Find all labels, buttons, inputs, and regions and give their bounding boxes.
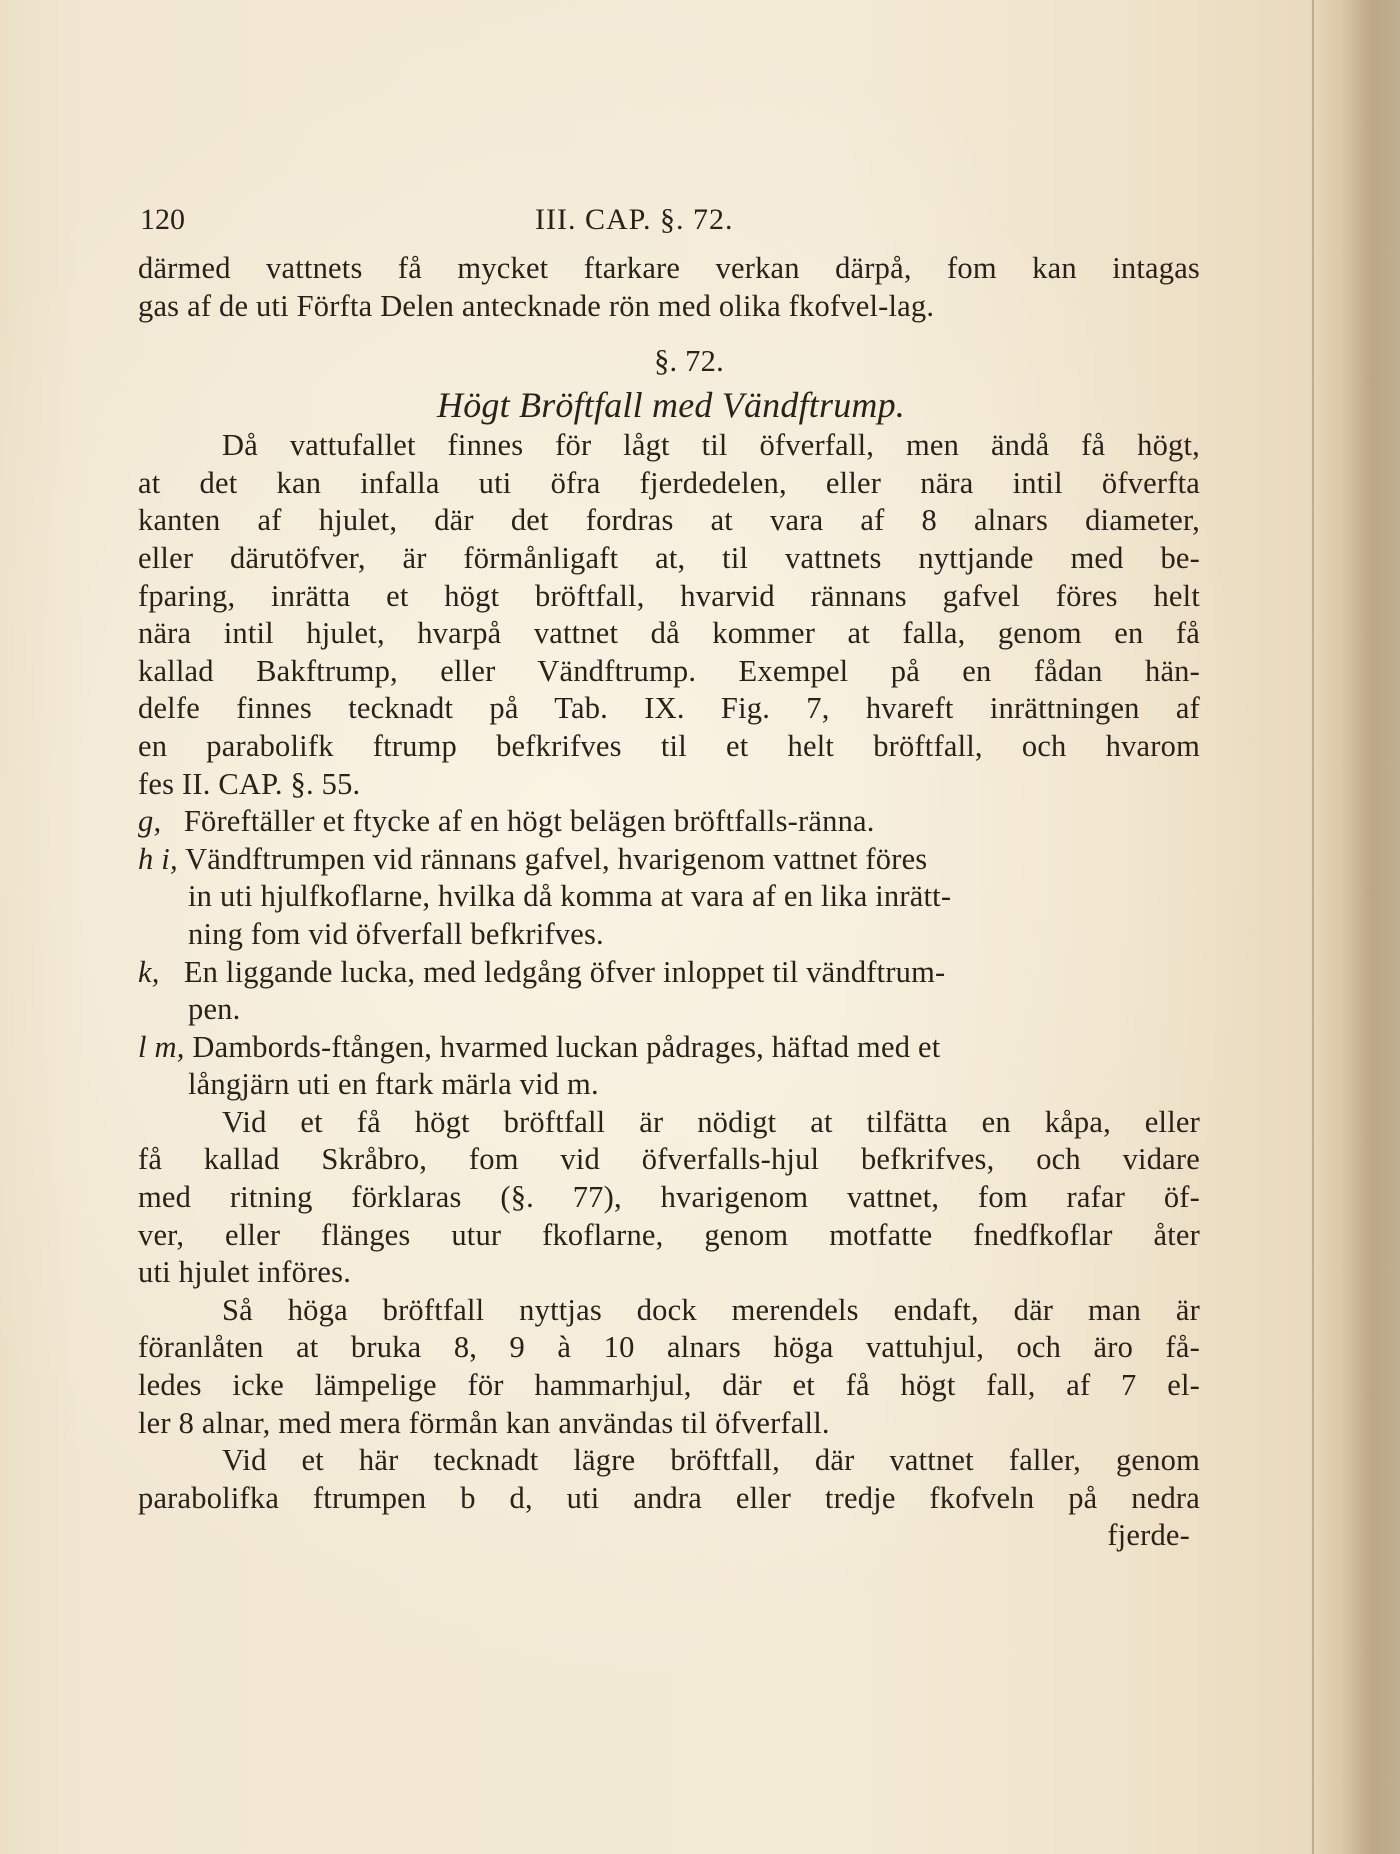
- text-line: Vid et här tecknadt lägre bröftfall, där vattnet faller, genom: [222, 1443, 1200, 1478]
- page-header: [140, 203, 1200, 243]
- text-line: Vid et få högt bröftfall är nödigt at tilfätta en kåpa, eller: [222, 1104, 1200, 1139]
- text-line: ver, eller flänges utur fkoflarne, genom motfatte fnedfkoflar åter: [138, 1217, 1200, 1252]
- text-line: föranlåten at bruka 8, 9 à 10 alnars höga vattuhjul, och äro få-: [138, 1330, 1200, 1365]
- legend-text: pen.: [188, 992, 241, 1027]
- text-line: gas af de uti Förfta Delen antecknade rön med olika fkofvel-lag.: [138, 288, 935, 323]
- text-line: eller därutöfver, är förmånligaft at, til vattnets nyttjande med be-: [138, 540, 1200, 575]
- text-line: kallad Bakftrump, eller Vändftrump. Exempel på en fådan hän-: [138, 653, 1200, 688]
- text-line: med ritning förklaras (§. 77), hvarigenom vattnet, fom rafar öf-: [138, 1180, 1200, 1215]
- text-line: delfe finnes tecknadt på Tab. IX. Fig. 7, hvareft inrättningen af: [138, 691, 1200, 726]
- legend-text: Vändftrumpen vid rännans gafvel, hvarigenom vattnet föres: [185, 841, 928, 876]
- legend-text: långjärn uti en ftark märla vid m.: [188, 1067, 599, 1102]
- text-line: fes II. CAP. §. 55.: [138, 766, 361, 801]
- text-line: därmed vattnets få mycket ftarkare verkan därpå, fom kan intagas: [138, 251, 1200, 285]
- section-number: §. 72.: [654, 344, 724, 379]
- text-line: nära intil hjulet, hvarpå vattnet då kommer at falla, genom en få: [138, 616, 1200, 651]
- text-line: parabolifka ftrumpen b d, uti andra eller tredje fkofveln på nedra: [138, 1480, 1200, 1515]
- legend-text: Dambords-ftången, hvarmed luckan pådrages, häftad med et: [192, 1029, 941, 1064]
- catchword: fjerde-: [1107, 1518, 1190, 1553]
- figure-legend: [138, 803, 1200, 1104]
- text-line: ler 8 alnar, med mera förmån kan användas til öfverfall.: [138, 1405, 830, 1440]
- legend-entry-k: [138, 954, 1200, 992]
- text-line: fparing, inrätta et högt bröftfall, hvarvid rännans gafvel föres helt: [138, 578, 1200, 613]
- text-line: uti hjulet införes.: [138, 1255, 352, 1290]
- legend-key: k,: [138, 954, 160, 989]
- legend-text: in uti hjulfkoflarne, hvilka då komma at vara af en lika inrätt-: [188, 879, 952, 914]
- page-gutter-line: [1312, 0, 1314, 1854]
- legend-entry-g: [138, 803, 1200, 841]
- text-line: Så höga bröftfall nyttjas dock merendels endaft, där man är: [222, 1292, 1200, 1327]
- text-line: en parabolifk ftrump befkrifves til et helt bröftfall, och hvarom: [138, 728, 1200, 763]
- section-title: Högt Bröftfall med Vändftrump.: [437, 385, 905, 426]
- legend-entry-lm: [138, 1029, 1200, 1067]
- page-gutter-shadow: [1308, 0, 1400, 1854]
- page-number: 120: [140, 203, 185, 236]
- text-line: ledes icke lämpelige för hammarhjul, där et få högt fall, af 7 el-: [138, 1368, 1200, 1403]
- text-line: Då vattufallet finnes för lågt til öfverfall, men ändå få högt,: [222, 428, 1200, 463]
- legend-text: En liggande lucka, med ledgång öfver inloppet til vändftrum-: [183, 954, 946, 989]
- text-line: at det kan infalla uti öfra fjerdedelen, eller nära intil öfverfta: [138, 465, 1200, 500]
- legend-key: l m,: [138, 1029, 185, 1064]
- legend-text: Föreftäller et ftycke af en högt belägen bröftfalls-ränna.: [183, 804, 875, 839]
- running-head: III. CAP. §. 72.: [535, 203, 734, 236]
- legend-entry-hi: [138, 841, 1200, 879]
- text-line: få kallad Skråbro, fom vid öfverfalls-hjul befkrifves, och vidare: [138, 1142, 1200, 1177]
- legend-text: ning fom vid öfverfall befkrifves.: [188, 916, 604, 951]
- text-line: kanten af hjulet, där det fordras at vara af 8 alnars diameter,: [138, 503, 1200, 538]
- legend-key: h i,: [138, 841, 178, 876]
- legend-key: g,: [138, 804, 162, 839]
